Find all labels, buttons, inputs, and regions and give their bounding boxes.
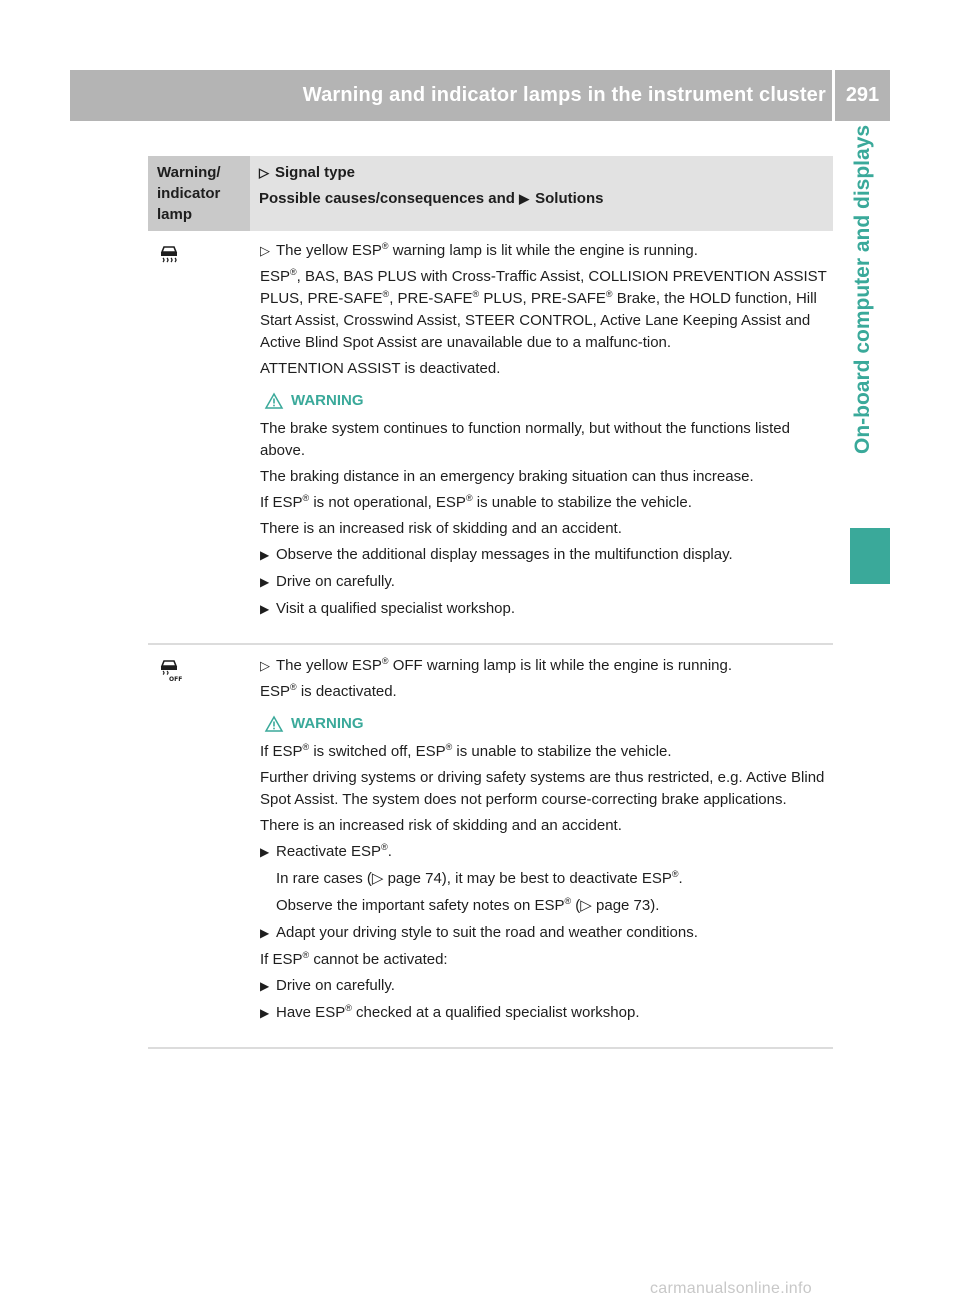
page-title: Warning and indicator lamps in the instrument cluster [302, 84, 826, 106]
esp-off-icon [158, 659, 183, 683]
watermark-text: carmanualsonline.info [650, 1280, 812, 1297]
arrow-right-icon: ▶ [260, 602, 270, 616]
arrow-right-icon: ▶ [260, 1006, 270, 1020]
page-number: 291 [845, 84, 880, 106]
arrow-right-icon: ▶ [260, 926, 270, 940]
solution-step: ▶ Drive on carefully. [260, 975, 833, 997]
signal-text: The yellow ESP® warning lamp is lit while the engine is running. [276, 241, 698, 259]
cause-text: ESP®, BAS, BAS PLUS with Cross-Traffic Assist, COLLISION PREVENTION ASSIST PLUS, PRE-SAFE®, PRE-SAFE® PLUS, PRE-SAFE® Brake, the HOLD function, Hill Start Assist, Crosswind Assist, STEER CONTROL, Active Lane Keeping Assist and Active Blind Spot Assist are unavailable due to a malfunc-tion. [260, 267, 827, 351]
cause-text: ESP® is deactivated. [260, 682, 397, 700]
solution-step: ▶ Adapt your driving style to suit the road and weather conditions. [260, 922, 833, 944]
solution-step: ▶ Have ESP® checked at a qualified specialist workshop. [260, 1002, 833, 1024]
warning-text: If ESP® is not operational, ESP® is unable to stabilize the vehicle. [260, 493, 692, 511]
warning-text: There is an increased risk of skidding and an accident. [260, 817, 622, 834]
esp-skid-icon [158, 243, 180, 265]
warning-heading: WARNING [260, 713, 833, 735]
solution-note: In rare cases (▷ page 74), it may be best to deactivate ESP®. [276, 869, 683, 887]
cause-text: ATTENTION ASSIST is deactivated. [260, 360, 501, 377]
warning-heading: WARNING [260, 390, 833, 412]
column-header-main [250, 156, 833, 231]
warning-lamp-table [148, 156, 833, 1049]
warning-triangle-icon [265, 716, 283, 732]
signal-triangle-icon: ▷ [259, 165, 269, 180]
signal-type-label: Signal type [275, 164, 356, 181]
column-header-lamp: Warning/ indicator lamp [148, 156, 250, 231]
arrow-right-icon: ▶ [260, 845, 270, 859]
table-row [148, 231, 833, 645]
arrow-right-icon: ▶ [260, 548, 270, 562]
warning-text: Further driving systems or driving safety systems are thus restricted, e.g. Active Blind Spot Assist. The system does not perform course-correcting brake applications. [260, 769, 825, 808]
arrow-right-icon: ▶ [260, 979, 270, 993]
description-cell [250, 231, 833, 643]
lamp-cell [148, 231, 250, 643]
arrow-right-icon: ▶ [519, 191, 530, 206]
signal-text: The yellow ESP® OFF warning lamp is lit while the engine is running. [276, 656, 733, 674]
warning-text: If ESP® is switched off, ESP® is unable to stabilize the vehicle. [260, 742, 672, 760]
table-header [148, 156, 833, 231]
solution-step: ▶ Drive on carefully. [260, 571, 833, 593]
warning-triangle-icon [265, 393, 283, 409]
solution-step: ▶ Observe the additional display messages in the multifunction display. [260, 544, 833, 566]
description-cell [250, 645, 833, 1047]
side-tab-label: On-board computer and displays [851, 125, 874, 455]
arrow-right-icon: ▶ [260, 575, 270, 589]
solution-step: ▶ Visit a qualified specialist workshop. [260, 598, 833, 620]
warning-text: The braking distance in an emergency braking situation can thus increase. [260, 468, 754, 485]
causes-label: Possible causes/consequences and [259, 190, 515, 207]
signal-triangle-icon: ▷ [260, 658, 270, 673]
solution-step: ▶ Reactivate ESP®. [260, 841, 833, 863]
signal-triangle-icon: ▷ [260, 243, 270, 258]
svg-text:OFF: OFF [169, 676, 183, 683]
side-tab-marker [850, 528, 890, 584]
warning-text: The brake system continues to function normally, but without the functions listed above. [260, 420, 790, 459]
table-row [148, 645, 833, 1049]
warning-text: There is an increased risk of skidding and an accident. [260, 520, 622, 537]
fallback-text: If ESP® cannot be activated: [260, 950, 448, 968]
solutions-label: Solutions [535, 190, 604, 207]
solution-note: Observe the important safety notes on ESP® (▷ page 73). [276, 896, 660, 914]
lamp-cell [148, 645, 250, 1047]
